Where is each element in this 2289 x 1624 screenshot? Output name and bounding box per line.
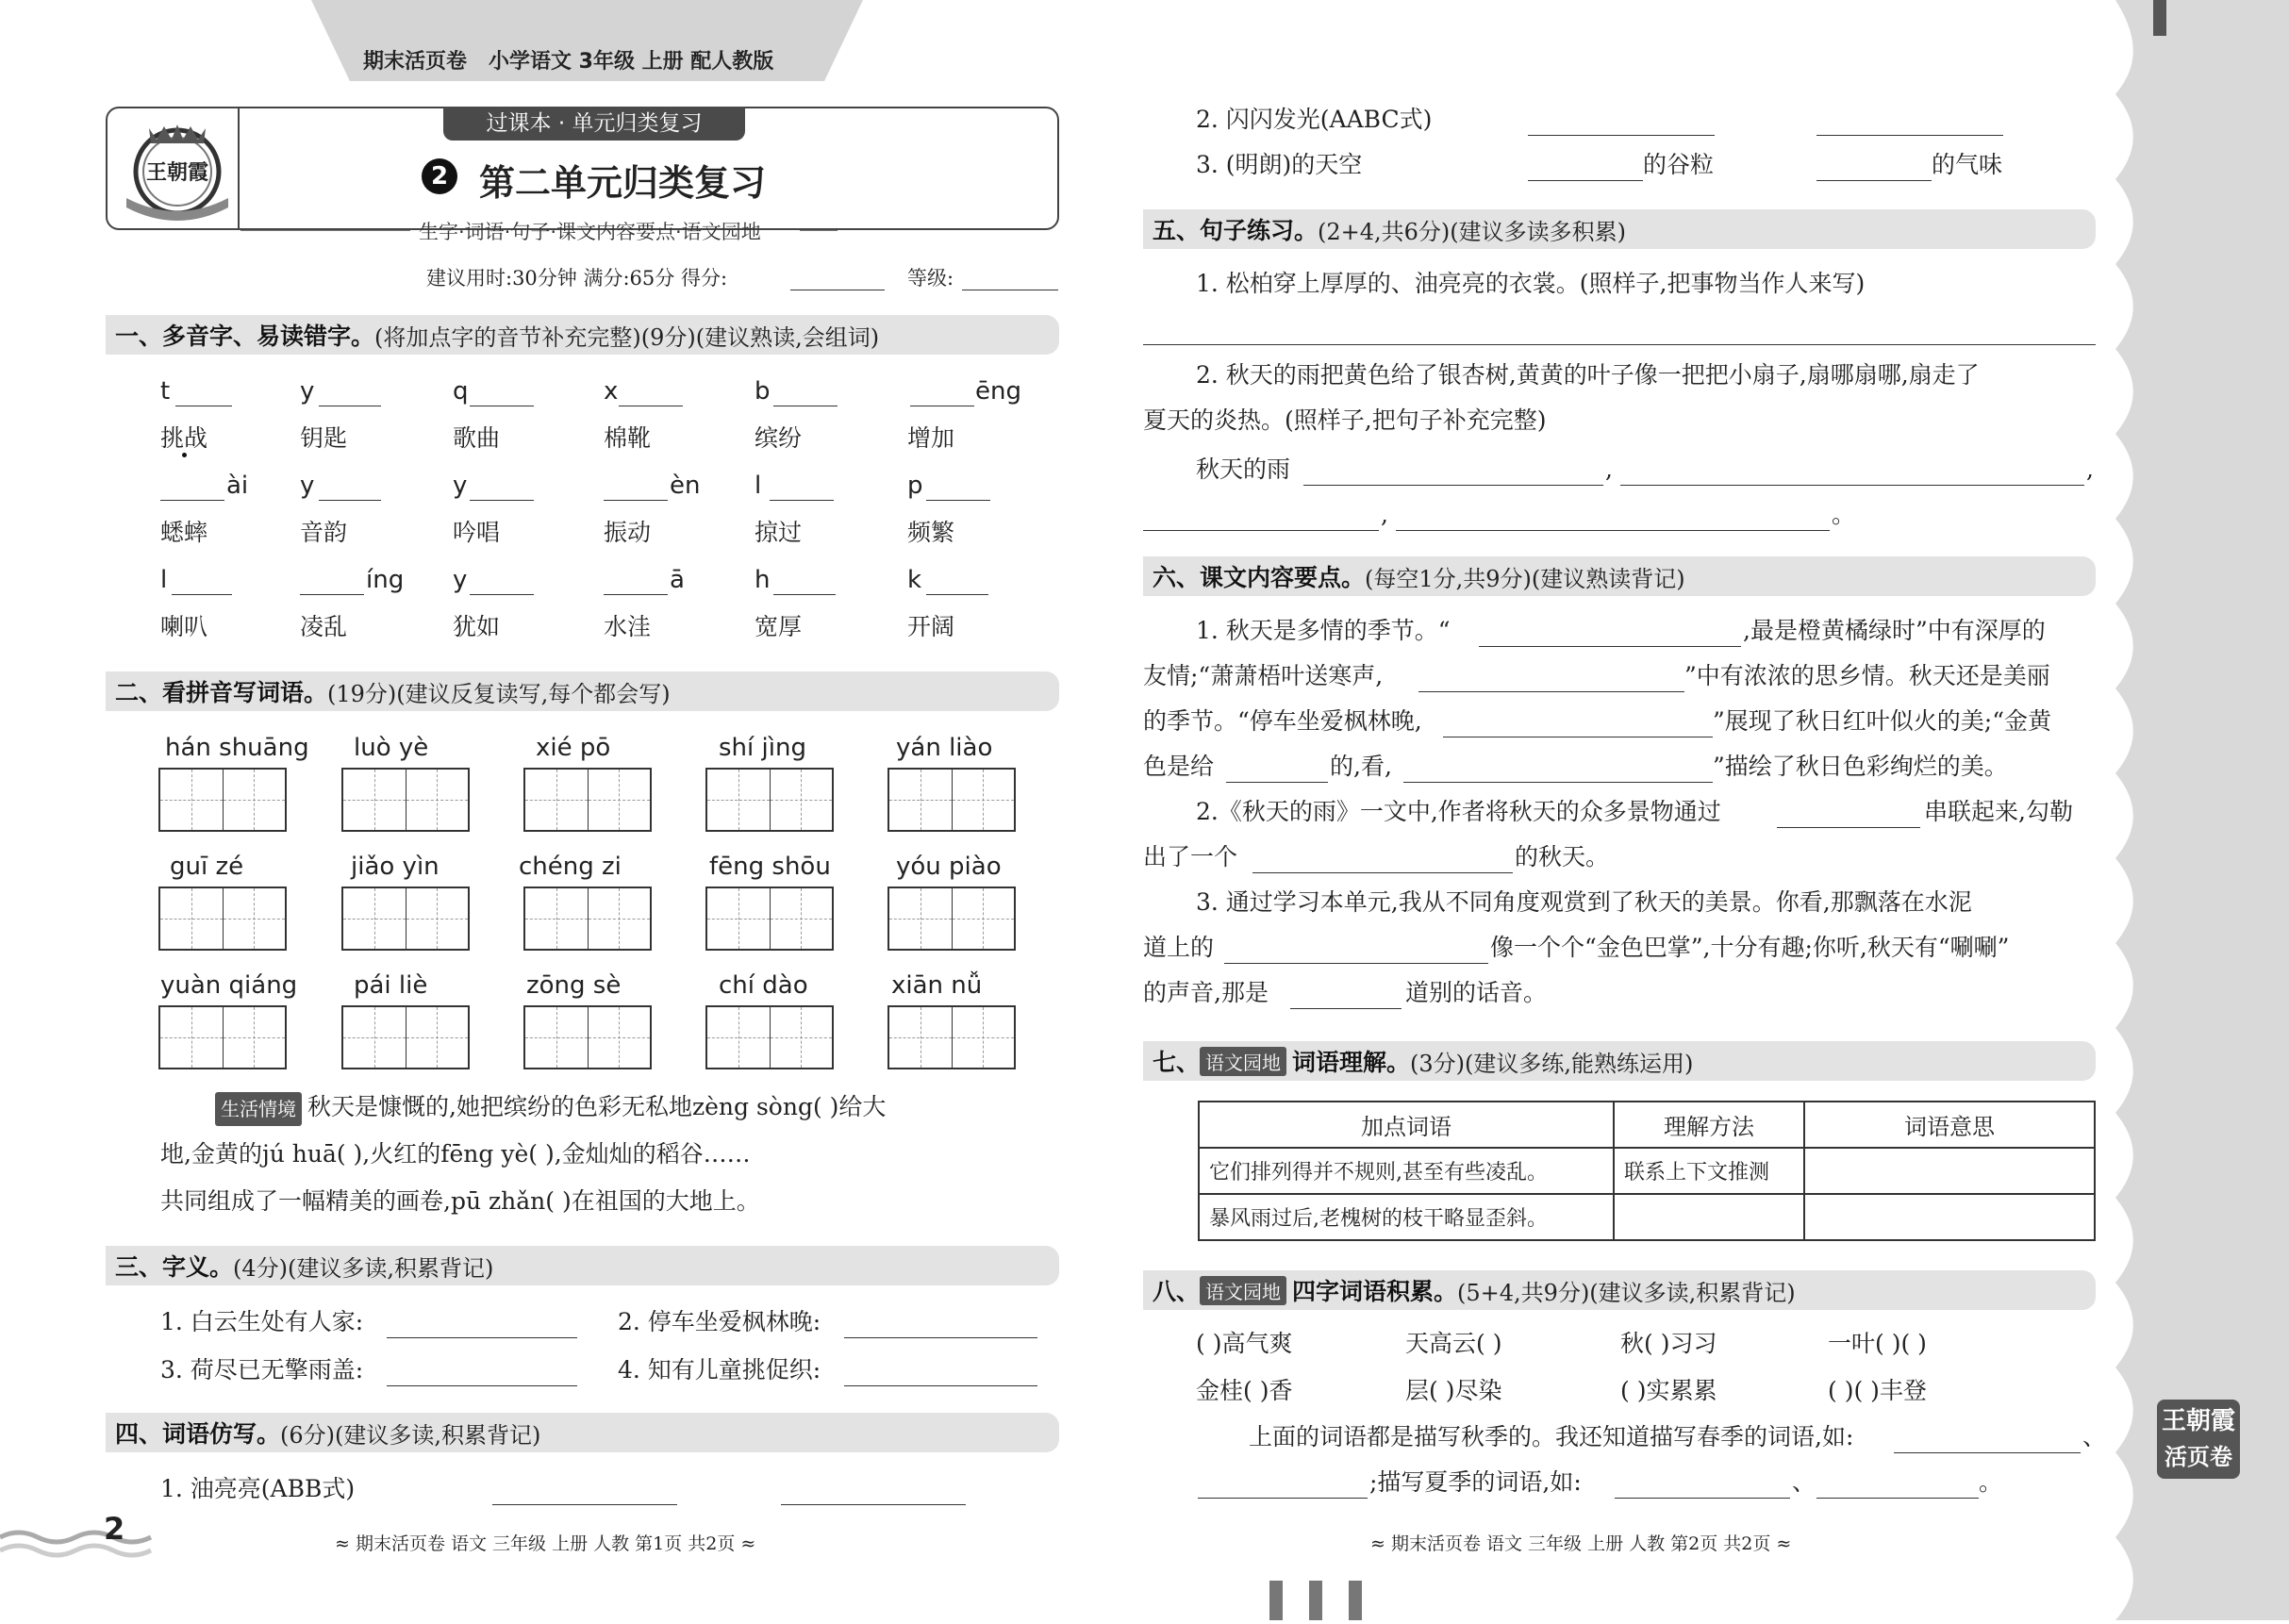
- text: ,最是橙黄橘绿时”中有深厚的: [1743, 617, 2046, 644]
- section-6-header: 六、课文内容要点。 (每空1分,共9分)(建议熟读背记): [1143, 556, 2096, 596]
- imitate-item-2: 2. 闪闪发光(AABC式): [1196, 106, 1433, 133]
- word: 增加: [907, 424, 955, 452]
- word: 钥匙: [300, 424, 348, 452]
- text: 3. 通过学习本单元,我从不同角度观赏到了秋天的美景。你看,那飘落在水泥: [1196, 888, 1972, 916]
- fill-blank[interactable]: [1403, 782, 1713, 783]
- writing-grid[interactable]: [705, 887, 834, 951]
- py-3-3: y: [453, 566, 468, 594]
- sentence-answer-line[interactable]: [1143, 344, 2096, 345]
- word: 棉靴: [604, 424, 652, 452]
- imitate-item-3: 3. (明朗)的天空: [1196, 151, 1363, 178]
- writing-grid[interactable]: [341, 768, 470, 832]
- meaning-item: 1. 白云生处有人家:: [160, 1308, 364, 1335]
- table-cell: 暴风雨过后,老槐树的枝干略显歪斜。: [1199, 1194, 1614, 1240]
- writing-grid[interactable]: [158, 768, 287, 832]
- text: 道别的话音。: [1405, 979, 1548, 1006]
- side-badge: 王朝霞 活页卷: [2157, 1400, 2240, 1479]
- imitate-suffix: 的谷粒: [1643, 151, 1715, 178]
- writing-grid[interactable]: [523, 1005, 652, 1069]
- period: 。: [1979, 1468, 2003, 1496]
- comma: ,: [1605, 456, 1613, 483]
- text: 的,看,: [1330, 753, 1392, 780]
- py-1-4: x: [604, 377, 619, 406]
- py-3-2: íng: [366, 566, 405, 594]
- writing-grid[interactable]: [887, 887, 1016, 951]
- pinyin-label: zōng sè: [526, 971, 622, 1000]
- idiom: ( )( )丰登: [1828, 1377, 1927, 1404]
- subtitle-rule-right: [800, 230, 838, 231]
- text: 1. 秋天是多情的季节。“: [1196, 617, 1451, 644]
- meaning-blank[interactable]: [844, 1337, 1037, 1338]
- text: 色是给: [1143, 753, 1215, 780]
- writing-grid[interactable]: [341, 1005, 470, 1069]
- text: 2.《秋天的雨》一文中,作者将秋天的众多景物通过: [1196, 798, 1721, 825]
- imitate-blank[interactable]: [492, 1504, 677, 1505]
- py-2-6: p: [907, 472, 923, 500]
- py-2-4: èn: [670, 472, 701, 500]
- idiom: 秋( )习习: [1620, 1330, 1717, 1357]
- section-4-header: 四、词语仿写。 (6分)(建议多读,积累背记): [106, 1413, 1059, 1452]
- writing-grid[interactable]: [523, 768, 652, 832]
- idiom: ( )实累累: [1620, 1377, 1717, 1404]
- section-2-header: 二、看拼音写词语。 (19分)(建议反复读写,每个都会写): [106, 671, 1059, 711]
- footer-left: ≈ 期末活页卷 语文 三年级 上册 人教 第1页 共2页 ≈: [335, 1533, 756, 1554]
- footer-right: ≈ 期末活页卷 语文 三年级 上册 人教 第2页 共2页 ≈: [1370, 1533, 1792, 1554]
- py-3-6: k: [907, 566, 922, 594]
- header-text: 期末活页卷 小学语文 3年级 上册 配人教版: [363, 50, 774, 74]
- sentence-blank[interactable]: [1303, 485, 1603, 486]
- idiom: 金桂( )香: [1196, 1377, 1293, 1404]
- pinyin-label: guī zé: [170, 853, 244, 881]
- py-2-5: l: [755, 472, 762, 500]
- text: 串联起来,勾勒: [1924, 798, 2073, 825]
- imitate-blank[interactable]: [781, 1504, 966, 1505]
- blank[interactable]: [300, 594, 364, 595]
- sentence-blank[interactable]: [1620, 485, 2084, 486]
- fill-blank[interactable]: [1418, 691, 1684, 692]
- word: 歌曲: [453, 424, 501, 452]
- blank[interactable]: [470, 500, 534, 501]
- py-3-4: ā: [670, 566, 685, 594]
- word: 水洼: [604, 613, 652, 640]
- word: 挑战: [160, 424, 208, 452]
- table-cell: 它们排列得并不规则,甚至有些凌乱。: [1199, 1148, 1614, 1194]
- meaning-item: 2. 停车坐爱枫林晚:: [618, 1308, 821, 1335]
- imitate-suffix: 的气味: [1932, 151, 2003, 178]
- section-3-header: 三、字义。 (4分)(建议多读,积累背记): [106, 1246, 1059, 1285]
- page-number: 2: [104, 1511, 125, 1547]
- pinyin-label: yán liào: [896, 734, 993, 762]
- section-8-header: 八、 语文园地 四字词语积累。 (5+4,共9分)(建议多读,积累背记): [1143, 1270, 2096, 1310]
- blank[interactable]: [604, 594, 668, 595]
- vocab-table: [1198, 1101, 2096, 1241]
- text: 道上的: [1143, 934, 1215, 961]
- answer-cell[interactable]: [1804, 1194, 2095, 1240]
- text: ”描绘了秋日色彩绚烂的美。: [1713, 753, 2008, 780]
- idiom-blank[interactable]: [1894, 1452, 2081, 1453]
- table-cell: 联系上下文推测: [1614, 1148, 1804, 1194]
- fill-blank[interactable]: [1224, 963, 1488, 964]
- title-box-divider: [238, 107, 240, 230]
- table-row: [1199, 1194, 2095, 1240]
- imitate-item-1: 1. 油亮亮(ABB式): [160, 1475, 356, 1502]
- context-line-3: 共同组成了一幅精美的画卷,pū zhǎn( )在祖国的大地上。: [160, 1187, 760, 1215]
- section-7-header: 七、 语文园地 词语理解。 (3分)(建议多练,能熟练运用): [1143, 1041, 2096, 1081]
- py-2-1: ài: [226, 472, 249, 500]
- comma: ,: [2086, 456, 2094, 483]
- fill-blank[interactable]: [1479, 646, 1741, 647]
- table-header: 理解方法: [1614, 1102, 1804, 1148]
- text: 的秋天。: [1515, 843, 1610, 870]
- garden-tag: 语文园地: [1200, 1276, 1286, 1305]
- idiom: ( )高气爽: [1196, 1330, 1293, 1357]
- pinyin-label: yóu piào: [896, 853, 1002, 881]
- pinyin-label: chí dào: [719, 971, 808, 1000]
- idiom: 一叶( )( ): [1828, 1330, 1927, 1357]
- period: 。: [1832, 501, 1856, 528]
- meaning-item: 3. 荷尽已无擎雨盖:: [160, 1356, 364, 1384]
- py-1-5: b: [755, 377, 771, 406]
- writing-grid[interactable]: [705, 768, 834, 832]
- word: 喇叭: [160, 613, 208, 640]
- imitate-blank[interactable]: [1816, 180, 1932, 181]
- blank[interactable]: [770, 500, 834, 501]
- py-2-2: y: [300, 472, 315, 500]
- table-header: 加点词语: [1199, 1102, 1614, 1148]
- word: 蟋蟀: [160, 519, 208, 546]
- meaning-blank[interactable]: [844, 1385, 1037, 1386]
- meaning-item: 4. 知有儿童挑促织:: [618, 1356, 821, 1384]
- fill-blank[interactable]: [1252, 872, 1513, 873]
- sentence-blank[interactable]: [1396, 530, 1830, 531]
- blank[interactable]: [604, 500, 668, 501]
- section-1-header: 一、多音字、易读错字。 (将加点字的音节补充完整)(9分)(建议熟读,会组词): [106, 315, 1059, 355]
- pinyin-label: pái liè: [354, 971, 428, 1000]
- sentence-blank[interactable]: [1143, 530, 1379, 531]
- subtitle-rule-left: [241, 230, 410, 231]
- word: 掠过: [755, 519, 803, 546]
- idiom: 层( )尽染: [1405, 1377, 1502, 1404]
- separator: 、: [2082, 1423, 2107, 1450]
- pinyin-label: xié pō: [536, 734, 611, 762]
- meta-info: 建议用时:30分钟 满分:65分 得分:: [426, 267, 728, 290]
- idiom-extend-2: ;描写夏季的词语,如:: [1369, 1468, 1582, 1496]
- py-1-2: y: [300, 377, 315, 406]
- text: 的季节。“停车坐爱枫林晚,: [1143, 707, 1422, 735]
- word: 犹如: [453, 613, 501, 640]
- fill-blank[interactable]: [1777, 827, 1920, 828]
- comma: ,: [1381, 501, 1388, 528]
- pinyin-label: shí jìng: [719, 734, 806, 762]
- word: 缤纷: [755, 424, 803, 452]
- blank[interactable]: [926, 500, 990, 501]
- word: 吟唱: [453, 519, 501, 546]
- idiom-blank[interactable]: [1198, 1498, 1368, 1499]
- py-1-3: q: [453, 377, 469, 406]
- writing-grid[interactable]: [158, 1005, 287, 1069]
- py-1-1: t: [160, 377, 171, 406]
- left-wave-decoration: [0, 1520, 170, 1567]
- word: 宽厚: [755, 613, 803, 640]
- imitate-blank[interactable]: [1528, 135, 1715, 136]
- answer-cell[interactable]: [1614, 1194, 1804, 1240]
- blank[interactable]: [160, 500, 224, 501]
- pinyin-label: luò yè: [354, 734, 429, 762]
- pinyin-label: fēng shōu: [709, 853, 831, 881]
- meaning-blank[interactable]: [387, 1337, 577, 1338]
- writing-grid[interactable]: [341, 887, 470, 951]
- text: 友情;“萧萧梧叶送寒声,: [1143, 662, 1384, 689]
- imitate-blank[interactable]: [1528, 180, 1643, 181]
- writing-grid[interactable]: [158, 887, 287, 951]
- text: ”展现了秋日红叶似火的美;“金黄: [1713, 707, 2051, 735]
- text: ”中有浓浓的思乡情。秋天还是美丽: [1684, 662, 2050, 689]
- title-number: 2: [422, 158, 457, 194]
- meaning-blank[interactable]: [387, 1385, 577, 1386]
- blank[interactable]: [319, 500, 381, 501]
- garden-tag: 语文园地: [1200, 1047, 1286, 1076]
- py-1-6: ēng: [975, 377, 1021, 406]
- fill-blank[interactable]: [1226, 782, 1328, 783]
- logo-text: 王朝霞: [145, 160, 208, 185]
- text: 像一个个“金色巴掌”,十分有趣;你听,秋天有“唰唰”: [1490, 934, 2010, 961]
- text: 的声音,那是: [1143, 979, 1269, 1006]
- pinyin-label: yuàn qiáng: [160, 971, 298, 1000]
- section-5-header: 五、句子练习。 (2+4,共6分)(建议多读多积累): [1143, 209, 2096, 249]
- answer-cell[interactable]: [1804, 1148, 2095, 1194]
- table-row: [1199, 1148, 2095, 1194]
- word: 音韵: [300, 519, 348, 546]
- pinyin-label: jiǎo yìn: [351, 853, 440, 881]
- context-tag: 生活情境: [215, 1092, 302, 1126]
- writing-grid[interactable]: [887, 1005, 1016, 1069]
- py-3-5: h: [755, 566, 771, 594]
- idiom-blank[interactable]: [1615, 1498, 1790, 1499]
- blank[interactable]: [470, 594, 534, 595]
- binding-marks: [1269, 1581, 1364, 1620]
- idiom-extend-1: 上面的词语都是描写秋季的。我还知道描写春季的词语,如:: [1249, 1423, 1854, 1450]
- title-ribbon: 过课本 · 单元归类复习: [443, 107, 745, 141]
- word: 振动: [604, 519, 652, 546]
- context-line-2: 地,金黄的jú huā( ),火红的fēng yè( ),金灿灿的稻谷……: [160, 1140, 751, 1168]
- blank[interactable]: [773, 594, 836, 595]
- blank[interactable]: [926, 594, 988, 595]
- idiom-blank[interactable]: [1816, 1498, 1979, 1499]
- sentence-q2-b: 夏天的炎热。(照样子,把句子补充完整): [1143, 406, 1547, 434]
- pinyin-label: hán shuāng: [165, 734, 309, 762]
- writing-grid[interactable]: [705, 1005, 834, 1069]
- sentence-q1: 1. 松柏穿上厚厚的、油亮亮的衣裳。(照样子,把事物当作人来写): [1196, 270, 1866, 297]
- py-2-3: y: [453, 472, 468, 500]
- word: 开阔: [907, 613, 955, 640]
- right-wave-strip: [2115, 0, 2289, 1620]
- separator: 、: [1792, 1468, 1816, 1496]
- sentence-q2-a: 2. 秋天的雨把黄色给了银杏树,黄黄的叶子像一把把小扇子,扇哪扇哪,扇走了: [1196, 361, 1980, 389]
- writing-grid[interactable]: [887, 768, 1016, 832]
- pinyin-label: xiān nǚ: [891, 971, 983, 1000]
- sentence-q2-lead: 秋天的雨: [1196, 456, 1291, 483]
- context-line-1: 生活情境 秋天是慷慨的,她把缤纷的色彩无私地zèng sòng( )给大: [215, 1091, 886, 1126]
- word: 频繁: [907, 519, 955, 546]
- word: 凌乱: [300, 613, 348, 640]
- fill-blank[interactable]: [1290, 1008, 1402, 1009]
- page-subtitle: 生字·词语·句子·课文内容要点·语文园地: [419, 221, 761, 243]
- grade-label: 等级:: [907, 267, 954, 290]
- blank[interactable]: [172, 594, 232, 595]
- logo: [121, 111, 234, 224]
- py-3-1: l: [160, 566, 168, 594]
- page-title: 第二单元归类复习: [479, 162, 767, 204]
- pinyin-label: chéng zi: [519, 853, 622, 881]
- idiom: 天高云( ): [1405, 1330, 1502, 1357]
- imitate-blank[interactable]: [1816, 135, 2003, 136]
- writing-grid[interactable]: [523, 887, 652, 951]
- table-header: 词语意思: [1804, 1102, 2095, 1148]
- text: 出了一个: [1143, 843, 1238, 870]
